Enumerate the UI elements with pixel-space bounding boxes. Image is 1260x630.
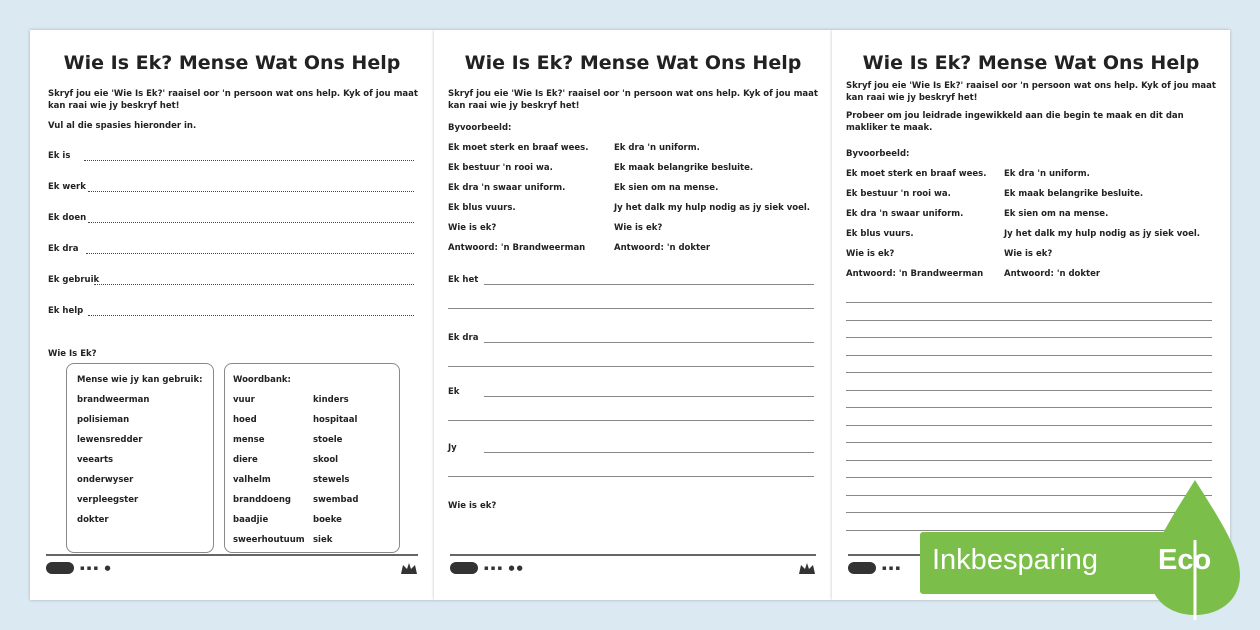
answer-line[interactable]: [448, 420, 814, 421]
twinkl-logo: [848, 562, 876, 574]
twinkl-logo: [46, 562, 74, 574]
page-footer: [450, 562, 816, 580]
word-bank-item: valhelm: [233, 475, 271, 485]
word-bank-item: stoele: [313, 435, 343, 445]
example-line: Ek blus vuurs.: [448, 203, 516, 213]
word-bank-item: siek: [313, 535, 333, 545]
intro-text: Skryf jou eie 'Wie Is Ek?' raaisel oor 'n persoon wat ons help. Kyk of jou maat kan raai wie jy beskryf het!: [48, 89, 418, 111]
example-line: Wie is ek?: [448, 223, 497, 233]
example-line: Antwoord: 'n Brandweerman: [448, 243, 586, 253]
word-bank-item: mense: [233, 435, 265, 445]
answer-line[interactable]: [88, 191, 414, 192]
prompt-label: Ek doen: [48, 213, 87, 223]
people-item: veearts: [77, 455, 114, 465]
example-line: Ek moet sterk en braaf wees.: [846, 169, 987, 179]
prompt-label: Ek dra: [48, 244, 79, 254]
word-bank-item: kinders: [313, 395, 349, 405]
word-bank-item: diere: [233, 455, 258, 465]
eco-label: Eco: [1158, 544, 1212, 576]
answer-line[interactable]: [448, 476, 814, 477]
answer-line[interactable]: [484, 342, 814, 343]
answer-line[interactable]: [448, 366, 814, 367]
example-line: Wie is ek?: [1004, 249, 1053, 259]
example-line: Ek dra 'n uniform.: [1004, 169, 1090, 179]
example-line: Wie is ek?: [846, 249, 895, 259]
word-bank-item: hospitaal: [313, 415, 358, 425]
intro-text: Skryf jou eie 'Wie Is Ek?' raaisel oor 'n persoon wat ons help. Kyk of jou maat kan raai wie jy beskryf het!: [846, 81, 1216, 103]
prompt-label: Ek dra: [448, 333, 479, 343]
answer-line[interactable]: [84, 160, 414, 161]
example-line: Ek dra 'n swaar uniform.: [448, 183, 566, 193]
prompt-label: Ek werk: [48, 182, 86, 192]
example-line: Jy het dalk my hulp nodig as jy siek voel.: [1004, 229, 1201, 239]
answer-line[interactable]: [846, 390, 1212, 391]
answer-line[interactable]: [846, 355, 1212, 356]
crown-logo-icon: [400, 560, 418, 576]
ink-saving-label: Inkbesparing: [932, 544, 1099, 576]
people-item: lewensredder: [77, 435, 143, 445]
prompt-label: Ek help: [48, 306, 84, 316]
people-item: dokter: [77, 515, 109, 525]
example-line: Ek moet sterk en braaf wees.: [448, 143, 589, 153]
word-bank-heading: Woordbank:: [233, 375, 291, 385]
question-label: Wie is ek?: [448, 501, 497, 511]
example-line: Ek sien om na mense.: [614, 183, 719, 193]
word-bank-item: boeke: [313, 515, 342, 525]
word-bank-item: hoed: [233, 415, 257, 425]
word-bank-item: sweerhoutuum: [233, 535, 305, 545]
people-item: onderwyser: [77, 475, 134, 485]
example-line: Ek sien om na mense.: [1004, 209, 1109, 219]
prompt-label: Ek is: [48, 151, 71, 161]
example-line: Jy het dalk my hulp nodig as jy siek voel.: [614, 203, 811, 213]
worksheet-title: Wie Is Ek? Mense Wat Ons Help: [464, 52, 802, 74]
answer-line[interactable]: [484, 452, 814, 453]
word-bank-item: branddoeng: [233, 495, 291, 505]
answer-line[interactable]: [846, 320, 1212, 321]
example-line: Ek dra 'n swaar uniform.: [846, 209, 964, 219]
people-box: [66, 363, 214, 553]
answer-line[interactable]: [88, 222, 414, 223]
people-item: brandweerman: [77, 395, 150, 405]
word-bank-box: [224, 363, 400, 553]
answer-line[interactable]: [484, 284, 814, 285]
answer-line[interactable]: [846, 372, 1212, 373]
word-bank-item: swembad: [313, 495, 359, 505]
crown-logo-icon: [798, 560, 816, 576]
rating-dots: ▪▪▪: [882, 564, 903, 572]
instruction-text: Vul al die spasies hieronder in.: [48, 121, 197, 131]
example-line: Wie is ek?: [614, 223, 663, 233]
word-bank-item: skool: [313, 455, 339, 465]
eco-badge: [920, 530, 1240, 596]
word-bank-item: vuur: [233, 395, 255, 405]
example-line: Ek dra 'n uniform.: [614, 143, 700, 153]
example-line: Ek bestuur 'n rooi wa.: [846, 189, 951, 199]
answer-line[interactable]: [846, 425, 1212, 426]
prompt-label: Ek: [448, 387, 460, 397]
example-line: Antwoord: 'n Brandweerman: [846, 269, 984, 279]
example-heading: Byvoorbeeld:: [448, 123, 512, 133]
worksheet-page-1: [30, 30, 434, 600]
worksheet-title: Wie Is Ek? Mense Wat Ons Help: [63, 52, 401, 74]
page-footer: [46, 562, 418, 580]
prompt-label: Jy: [448, 443, 457, 453]
rating-dots: ▪▪▪ ●●: [484, 564, 525, 572]
example-line: Antwoord: 'n dokter: [1004, 269, 1101, 279]
answer-line[interactable]: [846, 337, 1212, 338]
answer-line[interactable]: [88, 315, 414, 316]
answer-line[interactable]: [484, 396, 814, 397]
answer-line[interactable]: [94, 284, 414, 285]
example-heading: Byvoorbeeld:: [846, 149, 910, 159]
worksheet-page-2: [434, 30, 832, 600]
people-item: verpleegster: [77, 495, 139, 505]
example-line: Antwoord: 'n dokter: [614, 243, 711, 253]
prompt-label: Ek gebruik: [48, 275, 100, 285]
answer-line[interactable]: [846, 407, 1212, 408]
example-line: Ek bestuur 'n rooi wa.: [448, 163, 553, 173]
example-line: Ek maak belangrike besluite.: [614, 163, 754, 173]
worksheet-title: Wie Is Ek? Mense Wat Ons Help: [862, 52, 1200, 74]
rating-dots: ▪▪▪ ●: [80, 564, 113, 572]
answer-line[interactable]: [86, 253, 414, 254]
answer-line[interactable]: [846, 477, 1212, 478]
question-label: Wie Is Ek?: [48, 349, 97, 359]
answer-line[interactable]: [846, 442, 1212, 443]
example-line: Ek blus vuurs.: [846, 229, 914, 239]
answer-line[interactable]: [846, 460, 1212, 461]
answer-line[interactable]: [846, 302, 1212, 303]
people-heading: Mense wie jy kan gebruik:: [77, 375, 203, 385]
word-bank-item: stewels: [313, 475, 350, 485]
people-item: polisieman: [77, 415, 130, 425]
word-bank-item: baadjie: [233, 515, 269, 525]
instruction-text: Probeer om jou leidrade ingewikkeld aan die begin te maak en dit dan makliker te maak.: [846, 111, 1184, 133]
example-line: Ek maak belangrike besluite.: [1004, 189, 1144, 199]
intro-text: Skryf jou eie 'Wie Is Ek?' raaisel oor 'n persoon wat ons help. Kyk of jou maat kan raai wie jy beskryf het!: [448, 89, 818, 111]
twinkl-logo: [450, 562, 478, 574]
prompt-label: Ek het: [448, 275, 479, 285]
answer-line[interactable]: [448, 308, 814, 309]
